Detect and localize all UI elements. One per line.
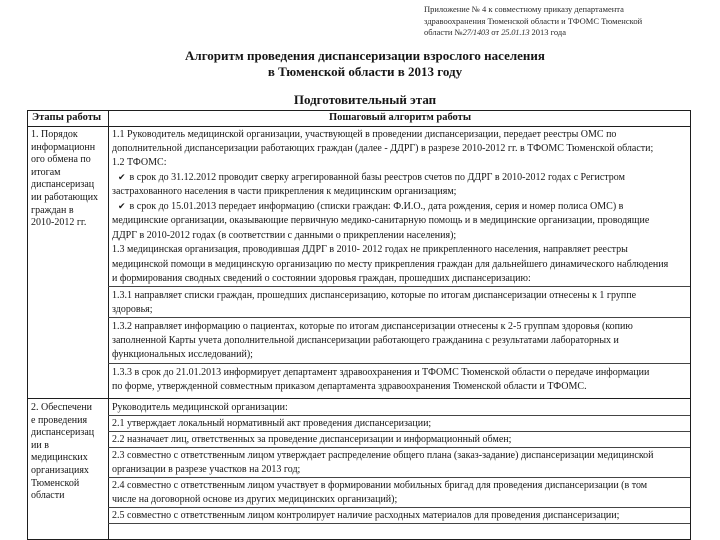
- stage-line: 2. Обеспечени: [31, 402, 93, 413]
- appendix-order-date: 25.01.13: [501, 27, 530, 37]
- column-divider: [108, 111, 109, 539]
- step-text: здоровья;: [112, 304, 153, 315]
- algorithm-table: [27, 110, 691, 540]
- step-text: 2.2 назначает лиц, ответственных за проведение диспансеризации и информационный обмен;: [112, 434, 512, 445]
- header-algorithm: Пошаговый алгоритм работы: [328, 112, 472, 123]
- step-text-content: в срок до 15.01.2013 передает информацию (списки граждан: Ф.И.О., дата рождения, серия и номер полиса ОМС) в: [129, 201, 624, 212]
- step-text: заполненной Карты учета дополнительной диспансеризации работающего гражданина с результатами лабораторных и: [112, 335, 619, 346]
- stage-line: диспансеризац: [31, 179, 95, 191]
- stage-line: информационн: [31, 141, 96, 153]
- header-stages: Этапы работы: [32, 112, 102, 123]
- title-line-1: Алгоритм проведения диспансеризации взрослого населения: [185, 48, 545, 63]
- sub-row-divider: [108, 523, 690, 524]
- step-text: 2.1 утверждает локальный нормативный акт проведения диспансеризации;: [112, 418, 432, 429]
- appendix-note: [424, 4, 714, 39]
- appendix-order-prefix: области №: [424, 27, 463, 37]
- stage-line: 2010-2012 гг.: [31, 217, 87, 229]
- step-text: 2.5 совместно с ответственным лицом контролирует наличие расходных материалов для проведения диспансеризации;: [112, 510, 620, 521]
- sub-row-divider: [108, 415, 690, 416]
- stage-line: граждан в: [31, 204, 74, 216]
- stage-line: области: [31, 490, 65, 502]
- step-text-content: в срок до 31.12.2012 проводит сверку агрегированной базы реестров счетов по ДДРГ в 2010-2012 годах с Регистром: [129, 172, 625, 183]
- sub-row-divider: [108, 286, 690, 287]
- appendix-line-3: [424, 27, 714, 39]
- title-line-2: в Тюменской области в 2013 году: [267, 64, 463, 79]
- stage-line: 1. Порядок: [31, 129, 78, 140]
- stage-subtitle: Подготовительный этап: [293, 92, 437, 107]
- stage-line: е проведения: [31, 414, 88, 426]
- checkmark-icon: ✔: [118, 172, 126, 182]
- stage-line: медицинских: [31, 452, 88, 464]
- appendix-line-1: Приложение № 4 к совместному приказу департамента: [424, 4, 624, 14]
- stage-line: ии в: [31, 439, 49, 451]
- step-text: 1.3.2 направляет информацию о пациентах, которые по итогам диспансеризации отнесены к 2-5 группам здоровья (копию: [112, 321, 633, 332]
- stage-line: организациях: [31, 464, 89, 476]
- appendix-order-year: 2013 года: [531, 27, 567, 37]
- step-text: 1.3.1 направляет списки граждан, прошедших диспансеризацию, которые по итогам диспансеризации отнесены к 1 группе: [112, 290, 637, 301]
- stage-line: Тюменской: [31, 477, 80, 489]
- step-text: дополнительной диспансеризации работающих граждан (далее - ДДРГ) в разрезе 2010-2012 гг. в ТФОМС Тюменской области;: [112, 143, 654, 154]
- appendix-line-2: здравоохранения Тюменской области и ТФОМС Тюменской: [424, 15, 643, 26]
- sub-row-divider: [108, 507, 690, 508]
- step-text: ДДРГ в 2010-2012 годах (в соответствии с данными о прикреплении населения);: [112, 230, 457, 241]
- step-text: медицинской помощи в медицинскую организацию по месту прикрепления граждан для дальнейшего динамического наблюдения: [112, 259, 669, 270]
- step-text: и формирования сводных сведений о состоянии здоровья граждан, прошедших диспансеризацию:: [112, 273, 531, 284]
- document-title: [150, 48, 580, 80]
- step-text: медицинские организации, оказывающие первичную медико-санитарную помощь и в медицинские организации, проводящие: [112, 215, 650, 226]
- row-divider: [28, 398, 690, 399]
- appendix-order-from: от: [491, 27, 500, 37]
- stage-line: ии работающих: [31, 191, 99, 203]
- sub-row-divider: [108, 431, 690, 432]
- sub-row-divider: [108, 477, 690, 478]
- stage-line: ого обмена по: [31, 154, 91, 166]
- appendix-order-number: 27/1403: [462, 27, 490, 37]
- step-text: [118, 171, 688, 184]
- step-text: 1.3 медицинская организация, проводившая ДДРГ в 2010- 2012 годах не прикрепленного населения, направляет реестры: [112, 244, 628, 255]
- step-text: функциональных исследований);: [112, 349, 253, 360]
- stage-line: диспансеризац: [31, 427, 95, 439]
- header-divider: [28, 126, 690, 127]
- step-text: числе на договорной основе из других медицинских организаций);: [112, 494, 398, 505]
- row1-stage-cell: [31, 129, 107, 230]
- step-text: 2.4 совместно с ответственным лицом участвует в формировании мобильных бригад для проведения диспансеризации (в том: [112, 480, 648, 491]
- stage-line: итогам: [31, 166, 61, 178]
- step-text: 1.2 ТФОМС:: [112, 157, 167, 168]
- step-text: 1.3.3 в срок до 21.01.2013 информирует департамент здравоохранения и ТФОМС Тюменской области о передаче информации: [112, 367, 650, 378]
- sub-row-divider: [108, 447, 690, 448]
- checkmark-icon: ✔: [118, 201, 126, 211]
- row2-stage-cell: [31, 402, 107, 503]
- sub-row-divider: [108, 363, 690, 364]
- step-text: по форме, утвержденной совместным приказом департамента здравоохранения Тюменской области и ТФОМС.: [112, 381, 587, 392]
- step-text: застрахованного населения в части прикрепления к медицинским организациям;: [112, 186, 457, 197]
- step-text: 2.3 совместно с ответственным лицом утверждает распределение общего плана (заказ-задание) диспансеризации медицинской: [112, 450, 654, 461]
- step-text: 1.1 Руководитель медицинской организации, участвующей в проведении диспансеризации, передает реестры ОМС по: [112, 129, 617, 140]
- step-text: Руководитель медицинской организации:: [112, 402, 288, 413]
- sub-row-divider: [108, 317, 690, 318]
- step-text: организации в разрезе участков на 2013 год;: [112, 464, 301, 475]
- step-text: [118, 200, 688, 213]
